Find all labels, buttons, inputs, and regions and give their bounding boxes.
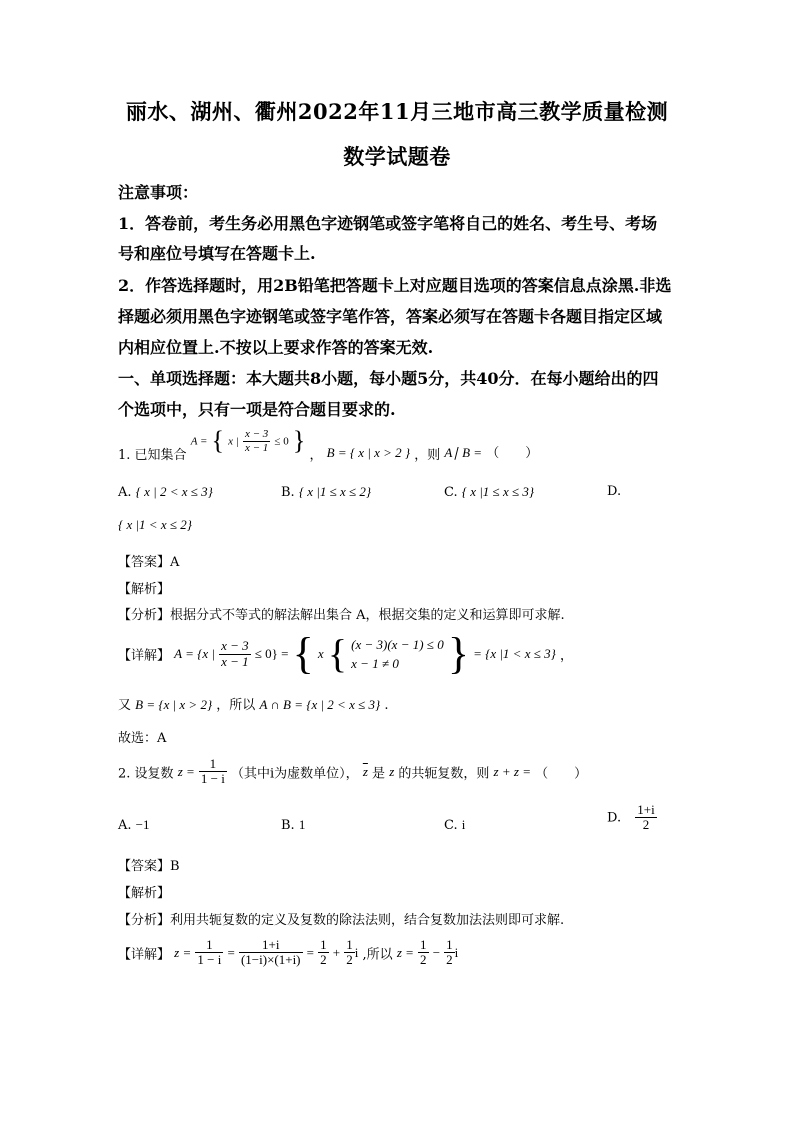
q1-detail-system-line2: x − 1 ≠ 0 bbox=[351, 656, 399, 671]
q2-option-c-label: C. bbox=[444, 818, 458, 833]
q2-expr: z + z = bbox=[493, 763, 531, 779]
q1-line2-end: . bbox=[384, 698, 389, 713]
q1-fenxi-tag: 【分析】 bbox=[118, 608, 171, 623]
q2-detail-i2: i bbox=[454, 944, 459, 960]
q1-detail-frac-num: x − 3 bbox=[221, 638, 249, 654]
q2-z-eq: z = bbox=[177, 763, 195, 779]
q2-option-d-den: 2 bbox=[635, 817, 656, 832]
q1-answer bbox=[118, 551, 179, 570]
q1-option-b bbox=[281, 484, 371, 500]
exam-subtitle: 数学试题卷 bbox=[343, 144, 451, 169]
q2-detail-frac5-num: 1 bbox=[420, 937, 427, 952]
q1-detail-fraction bbox=[219, 639, 251, 669]
q2-conj-text: 的共轭复数，则 bbox=[398, 766, 490, 782]
q2-option-c bbox=[444, 817, 465, 833]
q1-detail-line2 bbox=[118, 694, 388, 713]
q1-prefix: 1. 已知集合 bbox=[118, 447, 187, 463]
q2-fenxi-tag: 【分析】 bbox=[118, 913, 171, 928]
q1-option-a bbox=[118, 484, 213, 500]
q1-paren: （ ） bbox=[486, 445, 539, 461]
q2-detail-frac2 bbox=[239, 938, 303, 968]
notice-item-1: 1．答卷前，考生务必用黑色字迹钢笔或签字笔将自己的姓名、考生号、考场 bbox=[118, 214, 658, 233]
q1-detail-lhs: A = {x | bbox=[174, 646, 215, 661]
section-heading: 一、单项选择题：本大题共8小题，每小题5分，共40分．在每小题给出的四 bbox=[118, 369, 659, 388]
q1-line2-mid: ，所以 bbox=[216, 698, 256, 713]
q1-option-c bbox=[444, 484, 534, 500]
q2-detail-frac5-den: 2 bbox=[420, 952, 427, 968]
q2-fenxi bbox=[118, 909, 564, 928]
section-heading-cont: 个选项中，只有一项是符合题目要求的. bbox=[118, 400, 396, 419]
q2-detail-frac4 bbox=[344, 938, 355, 968]
q2-detail-eq1: = bbox=[227, 944, 235, 960]
q1-answer-value: A bbox=[170, 555, 180, 570]
q1-detail-rel: ≤ 0} = bbox=[254, 646, 289, 661]
notice-item-2: 2．作答选择题时，用2B铅笔把答题卡上对应题目选项的答案信息点涂黑.非选 bbox=[118, 276, 672, 295]
q2-option-d-fraction bbox=[635, 803, 656, 833]
q1-answer-tag: 【答案】 bbox=[118, 555, 171, 570]
question-2 bbox=[118, 757, 587, 787]
q1-line2-prefix: 又 bbox=[118, 698, 132, 713]
notice-item-2-cont2: 内相应位置上.不按以上要求作答的答案无效. bbox=[118, 338, 434, 357]
q1-setA-lhs: A = bbox=[190, 435, 208, 448]
q1-option-c-text: { x |1 ≤ x ≤ 3} bbox=[461, 484, 535, 499]
q1-frac-den: x − 1 bbox=[244, 441, 269, 454]
q2-option-b bbox=[281, 817, 305, 833]
q2-detail-eq2: = bbox=[306, 944, 314, 960]
q1-line2-result: A ∩ B = {x | 2 < x ≤ 3} bbox=[259, 697, 381, 712]
q2-detail-frac1 bbox=[195, 938, 223, 968]
q1-option-b-label: B. bbox=[281, 485, 295, 500]
q2-detail-frac5 bbox=[418, 938, 429, 968]
q1-setA-var: x | bbox=[228, 435, 239, 448]
q2-prefix: 2. 设复数 bbox=[118, 766, 174, 782]
q1-fenxi-text: 根据分式不等式的解法解出集合 A，根据交集的定义和运算即可求解. bbox=[170, 608, 565, 623]
q1-then: ，则 bbox=[414, 447, 441, 463]
q1-option-b-text: { x |1 ≤ x ≤ 2} bbox=[298, 484, 372, 499]
q1-line2-setB: B = {x | x > 2} bbox=[135, 697, 213, 712]
q1-expr: A∣ B = bbox=[444, 444, 483, 460]
q1-detail-system bbox=[351, 635, 444, 674]
q2-detail-frac6-den: 2 bbox=[446, 952, 453, 968]
q1-option-d-text: { x |1 < x ≤ 2} bbox=[118, 517, 192, 532]
q1-brace-open: { bbox=[211, 426, 225, 455]
q2-answer-value: B bbox=[170, 859, 180, 874]
q1-option-d-label: D. bbox=[607, 484, 622, 499]
q2-option-a-label: A. bbox=[118, 818, 132, 833]
q2-detail-zbar: z = bbox=[396, 944, 414, 960]
q1-sep: ， bbox=[309, 447, 323, 463]
q2-frac-den: 1 − i bbox=[200, 771, 225, 787]
q2-frac-num: 1 bbox=[209, 756, 217, 771]
q1-setB: B = { x | x > 2 } bbox=[326, 444, 411, 460]
q1-detail-frac-den: x − 1 bbox=[221, 653, 249, 669]
q1-detail-x: x bbox=[317, 646, 324, 661]
q2-fraction bbox=[199, 757, 227, 787]
q1-fenxi bbox=[118, 604, 565, 623]
q2-detail-tag: 【详解】 bbox=[118, 947, 171, 963]
q2-detail-frac4-den: 2 bbox=[346, 952, 353, 968]
q2-detail-frac6-num: 1 bbox=[446, 937, 453, 952]
q2-detail-frac3-num: 1 bbox=[320, 937, 327, 952]
q2-detail-minus: − bbox=[432, 944, 441, 960]
q2-detail-frac3 bbox=[318, 938, 329, 968]
q2-note: （其中i为虚数单位）， bbox=[231, 766, 359, 782]
q1-detail-system-brace: { bbox=[327, 631, 348, 676]
q1-detail-comma: ， bbox=[559, 648, 573, 664]
q2-option-b-label: B. bbox=[281, 818, 295, 833]
q2-option-d bbox=[607, 803, 657, 833]
q1-detail bbox=[118, 629, 573, 678]
q2-fenxi-text: 利用共轭复数的定义及复数的除法法则，结合复数加法法则即可求解. bbox=[170, 913, 565, 928]
q1-analysis-tag: 【解析】 bbox=[118, 582, 171, 597]
notice-heading: 注意事项： bbox=[118, 183, 199, 202]
q2-detail bbox=[118, 938, 458, 968]
exam-title: 丽水、湖州、衢州2022年11月三地市高三教学质量检测 bbox=[125, 99, 669, 124]
q2-paren: （ ） bbox=[535, 766, 588, 782]
q1-option-a-label: A. bbox=[118, 485, 132, 500]
q2-detail-so: ,所以 bbox=[362, 947, 393, 963]
q2-option-a bbox=[118, 817, 150, 833]
q2-detail-frac2-num: 1+i bbox=[262, 937, 280, 952]
q2-zbar: $\overline{z}$ bbox=[362, 763, 368, 779]
q2-detail-frac6 bbox=[444, 938, 455, 968]
q1-detail-brace-close: } bbox=[447, 629, 469, 678]
q1-frac-num: x − 3 bbox=[244, 428, 269, 441]
q1-detail-system-line1: (x − 3)(x − 1) ≤ 0 bbox=[351, 636, 444, 652]
q2-detail-frac1-den: 1 − i bbox=[197, 952, 222, 968]
q2-detail-plus: + bbox=[332, 944, 341, 960]
q2-detail-frac3-den: 2 bbox=[320, 952, 327, 968]
q1-choose: 故选：A bbox=[118, 731, 167, 746]
q2-detail-z: z = bbox=[174, 944, 192, 960]
q1-detail-brace: { bbox=[292, 629, 314, 678]
question-1 bbox=[118, 426, 539, 463]
q2-option-d-num: 1+i bbox=[637, 802, 655, 817]
q2-option-a-text: −1 bbox=[135, 817, 150, 832]
q2-detail-frac2-den: (1−i)×(1+i) bbox=[240, 952, 301, 968]
q2-is: 是 bbox=[372, 766, 386, 782]
q2-z: z bbox=[389, 763, 395, 779]
q2-detail-frac4-num: 1 bbox=[346, 937, 353, 952]
q2-option-d-label: D. bbox=[607, 810, 622, 826]
q1-brace-close: } bbox=[292, 426, 306, 455]
q2-detail-frac1-num: 1 bbox=[206, 937, 213, 952]
q1-setA-rel: ≤ 0 bbox=[274, 435, 289, 448]
q1-option-c-label: C. bbox=[444, 485, 458, 500]
q2-option-c-text: i bbox=[461, 817, 466, 832]
q2-option-b-text: 1 bbox=[298, 817, 306, 832]
q2-answer-tag: 【答案】 bbox=[118, 859, 171, 874]
q1-detail-tag: 【详解】 bbox=[118, 648, 171, 664]
q2-detail-i: i bbox=[354, 944, 359, 960]
q1-detail-rhs: = {x |1 < x ≤ 3} bbox=[473, 646, 556, 661]
q1-option-a-text: { x | 2 < x ≤ 3} bbox=[135, 484, 213, 499]
q2-analysis-tag: 【解析】 bbox=[118, 886, 171, 901]
notice-item-2-cont: 择题必须用黑色字迹钢笔或签字笔作答，答案必须写在答题卡各题目指定区域 bbox=[118, 307, 663, 326]
notice-item-1-cont: 号和座位号填写在答题卡上. bbox=[118, 244, 316, 263]
q1-setA-fraction bbox=[243, 428, 270, 453]
q2-answer bbox=[118, 855, 180, 874]
